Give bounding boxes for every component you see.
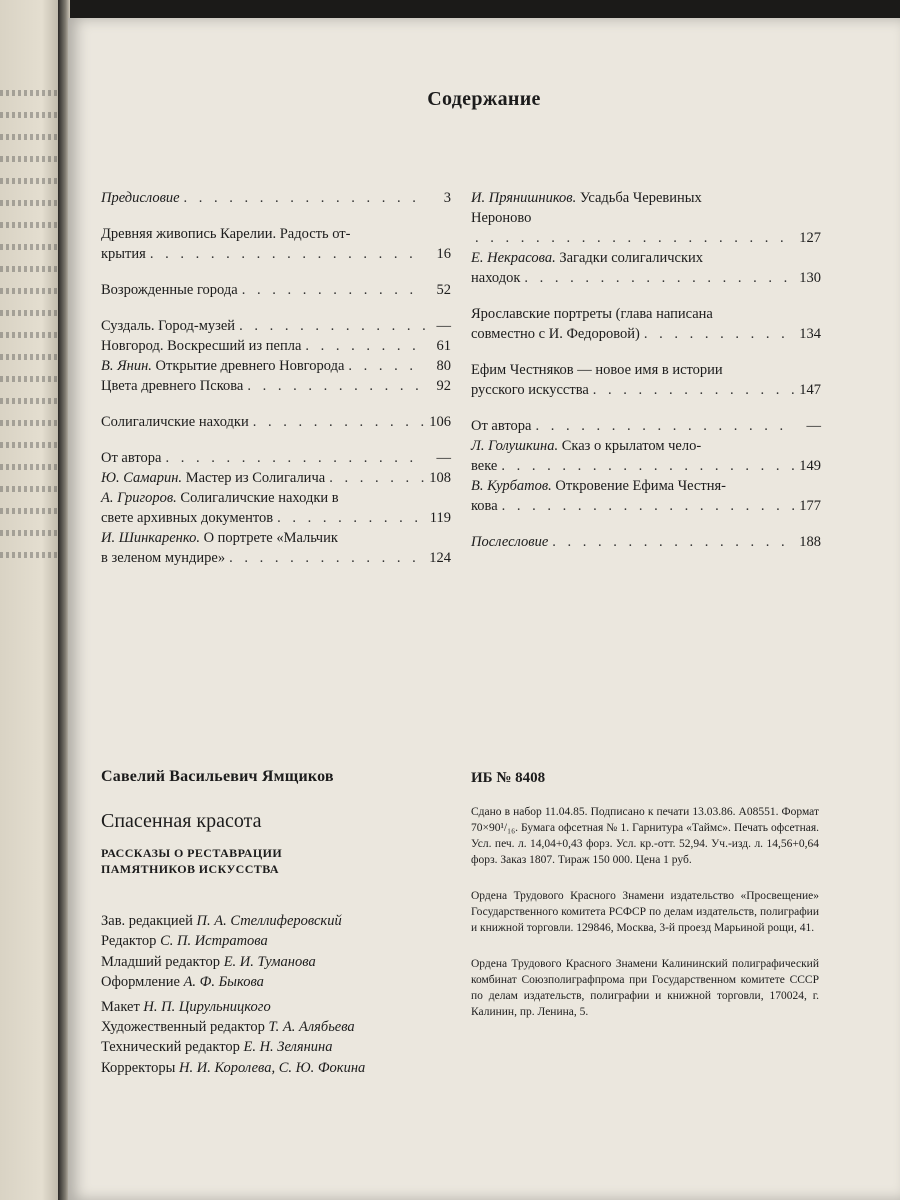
toc-entry-title: Послесловие (471, 534, 549, 550)
toc-entry (471, 476, 821, 516)
facing-page-text-strip (0, 156, 58, 162)
toc-line (471, 248, 821, 268)
toc-line (471, 476, 821, 496)
toc-entry-text (101, 244, 146, 264)
toc-entry-text (471, 324, 640, 344)
toc-page-number: 149 (799, 458, 821, 474)
toc-page-number: 16 (436, 246, 451, 262)
toc-page-number: — (436, 450, 451, 466)
toc-entry-text (471, 208, 531, 228)
dot-leader (150, 244, 425, 264)
toc-entry (471, 304, 821, 344)
toc-entry-text (471, 532, 548, 552)
dot-leader (535, 416, 795, 436)
toc-entry (101, 376, 451, 396)
toc-entry-title: русского искусства (471, 382, 589, 398)
toc-line (101, 188, 451, 208)
toc-entry-title: кова (471, 498, 498, 514)
toc-title: Содержание (427, 88, 541, 110)
toc-entry-author: А. Григоров. (101, 490, 177, 506)
toc-entry (101, 528, 451, 568)
toc-entry-text (101, 224, 350, 244)
toc-entry-text (471, 268, 520, 288)
toc-entry-text (101, 548, 225, 568)
toc-entry-text (471, 188, 702, 208)
publisher-info: Ордена Трудового Красного Знамени издательство «Просвещение» Государственного комитета РСФСР по делам издательств, полиграфии и книжной торговли. 129846, Москва, 3-й проезд Марьиной рощи, 41. (471, 890, 819, 934)
toc-entry-text (471, 304, 713, 324)
toc-entry-text (471, 360, 723, 380)
toc-line (471, 456, 821, 476)
toc-line (471, 416, 821, 436)
imprint-left (101, 768, 471, 1078)
toc-page-number: 61 (436, 338, 451, 354)
toc-entry-text (101, 468, 325, 488)
dot-leader (247, 376, 425, 396)
toc-entry (471, 360, 821, 400)
imprint-right (471, 770, 819, 1020)
credit-line (101, 911, 471, 931)
toc-entry-title: крытия (101, 246, 146, 262)
dot-leader (239, 316, 425, 336)
book-page (68, 18, 900, 1200)
toc-entry-title: совместно с И. Федоровой) (471, 326, 640, 342)
book-subtitle (101, 845, 471, 877)
credit-role: Редактор (101, 933, 157, 950)
dot-leader (305, 336, 425, 356)
toc-entry-title: свете архивных документов (101, 510, 274, 526)
toc-entry (101, 316, 451, 336)
toc-entry-text (471, 248, 703, 268)
credit-name: С. П. Истратова (160, 933, 268, 950)
dot-leader (253, 412, 425, 432)
toc-entry-text (101, 448, 161, 468)
toc-page-number: 3 (443, 190, 451, 206)
facing-page-text-strip (0, 200, 58, 206)
toc-entry-title: Предисловие (101, 190, 180, 206)
toc-entry (101, 356, 451, 376)
toc-line (471, 360, 821, 380)
toc-entry-author: Л. Голушкина. (471, 438, 559, 454)
toc-entry-text (471, 456, 497, 476)
credit-role: Корректоры (101, 1059, 176, 1076)
book-title: Спасенная красота (101, 810, 262, 832)
toc-line (101, 548, 451, 568)
credit-line (101, 972, 471, 992)
toc-entry-title: Ефим Честняков — новое имя в истории (471, 362, 723, 378)
toc-page-number: 108 (429, 470, 451, 486)
dot-leader (184, 188, 425, 208)
facing-page-text-strip (0, 178, 58, 184)
facing-page-text-strip (0, 310, 58, 316)
dot-leader (593, 380, 795, 400)
toc-entry-text (471, 380, 589, 400)
toc-line (471, 496, 821, 516)
toc-entry-title: Нероново (471, 210, 532, 226)
printer-info: Ордена Трудового Красного Знамени Калининский полиграфический комбинат Союзполиграфпрома при Государственном комитете СССР по делам издательств, полиграфии и книжной торговли, 170024, г. Калинин, пр. Ленина, 5. (471, 958, 819, 1018)
toc-line (471, 304, 821, 324)
toc-entry (101, 468, 451, 488)
toc-entry-title: Цвета древнего Пскова (101, 378, 244, 394)
toc-entry (471, 436, 821, 476)
toc-entry-text (101, 488, 339, 508)
credit-role: Зав. редакцией (101, 913, 193, 929)
toc-page-number: 147 (799, 382, 821, 398)
credit-role: Макет (101, 998, 140, 1015)
toc-line (471, 380, 821, 400)
credit-name: Е. И. Туманова (223, 953, 316, 970)
toc-line (101, 316, 451, 336)
toc-entry-title: веке (471, 458, 498, 474)
toc-line (101, 224, 451, 244)
facing-page-text-strip (0, 530, 58, 536)
subtitle-line: ПАМЯТНИКОВ ИСКУССТВА (101, 862, 279, 876)
toc-entry-title: От автора (471, 418, 532, 434)
toc-entry-title: находок (471, 270, 521, 286)
facing-page-text-strip (0, 90, 58, 96)
toc-entry (471, 532, 821, 552)
toc-entry (101, 280, 451, 300)
toc-entry (101, 224, 451, 264)
toc-entry-text (101, 356, 344, 376)
toc-right-column (471, 188, 821, 552)
toc-entry-title: Новгород. Воскресший из пепла (101, 338, 302, 354)
dot-leader (277, 508, 425, 528)
toc-line (471, 324, 821, 344)
ib-number: ИБ № 8408 (471, 770, 546, 786)
toc-entry-title: Солигаличские находки в (180, 490, 339, 506)
credit-role: Младший редактор (101, 953, 221, 970)
facing-page-text-strip (0, 332, 58, 338)
credit-line (101, 1017, 471, 1037)
toc-entry-title: Возрожденные города (101, 282, 238, 298)
toc-line (101, 376, 451, 396)
toc-page-number: 134 (799, 326, 821, 342)
credit-name: А. Ф. Быкова (183, 974, 264, 991)
facing-page-text-strip (0, 288, 58, 294)
dot-leader (229, 548, 425, 568)
toc-line (101, 356, 451, 376)
toc-entry (101, 336, 451, 356)
facing-page-text-strip (0, 134, 58, 140)
toc-entry-title: О портрете «Мальчик (203, 530, 338, 546)
toc-page-number: 127 (799, 230, 821, 246)
toc-entry-text (471, 496, 498, 516)
toc-line (101, 468, 451, 488)
toc-line (101, 280, 451, 300)
facing-page-text-strip (0, 244, 58, 250)
toc-entry-text (101, 188, 180, 208)
toc-entry-title: Сказ о крылатом чело- (561, 438, 702, 454)
toc-entry-text (471, 476, 726, 496)
facing-page-text-strip (0, 486, 58, 492)
toc-page-number: 92 (436, 378, 451, 394)
toc-entry-title: Открытие древнего Новгорода (155, 358, 345, 374)
toc-entry-author: И. Прянишников. (471, 190, 577, 206)
toc-page-number: 177 (799, 498, 821, 514)
print-details: Сдано в набор 11.04.85. Подписано к печати 13.03.86. А08551. Формат 70×90¹/₁₆. Бумага офсетная № 1. Гарнитура «Таймс». Печать офсетная. Усл. печ. л. 14,04+0,43 форз. Усл. кр.-отт. 52,94. Уч.-изд. л. 14,56+0,64 форз. Заказ 1807. Тираж 150 000. Цена 1 руб. (471, 806, 819, 866)
toc-page-number: — (436, 318, 451, 334)
facing-page-text-strip (0, 222, 58, 228)
dot-leader (502, 496, 795, 516)
credit-role: Оформление (101, 974, 180, 991)
credit-line (101, 952, 471, 972)
credit-role: Художественный редактор (101, 1019, 265, 1036)
toc-entry-title: Древняя живопись Карелии. Радость от- (101, 226, 351, 242)
facing-page-text-strip (0, 376, 58, 382)
toc-entry-text (101, 336, 301, 356)
facing-page-text-strip (0, 354, 58, 360)
facing-page-text-strip (0, 508, 58, 514)
toc-entry-text (101, 376, 243, 396)
toc-entry-title: Суздаль. Город-музей (101, 318, 236, 334)
toc-entry-title: Солигаличские находки (101, 414, 249, 430)
credit-role: Технический редактор (101, 1039, 240, 1056)
dot-leader (644, 324, 795, 344)
credit-name: Н. И. Королева, С. Ю. Фокина (179, 1059, 366, 1076)
toc-entry-text (101, 316, 235, 336)
toc-line (101, 508, 451, 528)
toc-entry (101, 488, 451, 528)
dot-leader (552, 532, 795, 552)
facing-page-text-strip (0, 112, 58, 118)
toc-page-number: 188 (799, 534, 821, 550)
toc-entry-title: От автора (101, 450, 162, 466)
toc-line (101, 448, 451, 468)
toc-line (471, 188, 821, 208)
dot-leader (165, 448, 425, 468)
toc-line (471, 228, 821, 248)
toc-line (471, 208, 821, 228)
toc-entry-author: Ю. Самарин. (101, 470, 183, 486)
facing-page-text-strip (0, 266, 58, 272)
toc-line (471, 436, 821, 456)
toc-page-number: 106 (429, 414, 451, 430)
toc-entry-text (101, 508, 273, 528)
toc-entry-title: Ярославские портреты (глава написана (471, 306, 713, 322)
toc-line (101, 336, 451, 356)
credits-list (101, 911, 471, 1078)
dot-leader (501, 456, 795, 476)
dot-leader (329, 468, 425, 488)
toc-entry-title: в зеленом мундире» (101, 550, 226, 566)
toc-line (101, 488, 451, 508)
facing-page-text-strip (0, 464, 58, 470)
toc-page-number: 130 (799, 270, 821, 286)
dot-leader (475, 228, 795, 248)
toc-entry-text (101, 412, 249, 432)
credit-line (101, 931, 471, 951)
toc-page-number: — (806, 418, 821, 434)
toc-entry (471, 188, 821, 248)
toc-entry-text (471, 436, 701, 456)
toc-entry-text (101, 280, 238, 300)
facing-page-text-strip (0, 398, 58, 404)
toc-entry-title: Усадьба Черевиных (579, 190, 702, 206)
toc-entry-text (101, 528, 338, 548)
credit-line (101, 1058, 471, 1078)
toc-entry-text (471, 416, 531, 436)
toc-entry-title: Откровение Ефима Честня- (555, 478, 726, 494)
toc-line (471, 532, 821, 552)
toc-entry (471, 416, 821, 436)
facing-page-edge (0, 0, 60, 1200)
toc-entry-author: В. Курбатов. (471, 478, 552, 494)
toc-entry-author: В. Янин. (101, 358, 152, 374)
credit-line (101, 1037, 471, 1057)
toc-entry-author: Е. Некрасова. (471, 250, 556, 266)
toc-entry (471, 248, 821, 288)
toc-page-number: 119 (429, 510, 451, 526)
toc-page-number: 80 (436, 358, 451, 374)
toc-line (101, 244, 451, 264)
book-author: Савелий Васильевич Ямщиков (101, 768, 334, 785)
credit-name: Т. А. Алябьева (268, 1019, 355, 1036)
credit-name: Н. П. Цирульницкого (143, 998, 271, 1015)
toc-entry (101, 188, 451, 208)
dot-leader (348, 356, 425, 376)
toc-page-number: 52 (436, 282, 451, 298)
toc-entry-title: Загадки солигаличских (559, 250, 703, 266)
credit-line (101, 997, 471, 1017)
toc-line (471, 268, 821, 288)
toc-line (101, 412, 451, 432)
credit-name: П. А. Стеллиферовский (196, 913, 342, 929)
facing-page-text-strip (0, 442, 58, 448)
toc-line (101, 528, 451, 548)
subtitle-line: РАССКАЗЫ О РЕСТАВРАЦИИ (101, 846, 283, 860)
toc-entry-author: И. Шинкаренко. (101, 530, 200, 546)
toc-entry-title: Мастер из Солигалича (185, 470, 326, 486)
facing-page-text-strip (0, 420, 58, 426)
toc-page-number: 124 (429, 550, 451, 566)
facing-page-text-strip (0, 552, 58, 558)
dot-leader (242, 280, 425, 300)
toc-entry (101, 448, 451, 468)
credit-name: Е. Н. Зелянина (243, 1039, 333, 1056)
toc-entry (101, 412, 451, 432)
dot-leader (524, 268, 795, 288)
toc-left-column (101, 188, 451, 568)
